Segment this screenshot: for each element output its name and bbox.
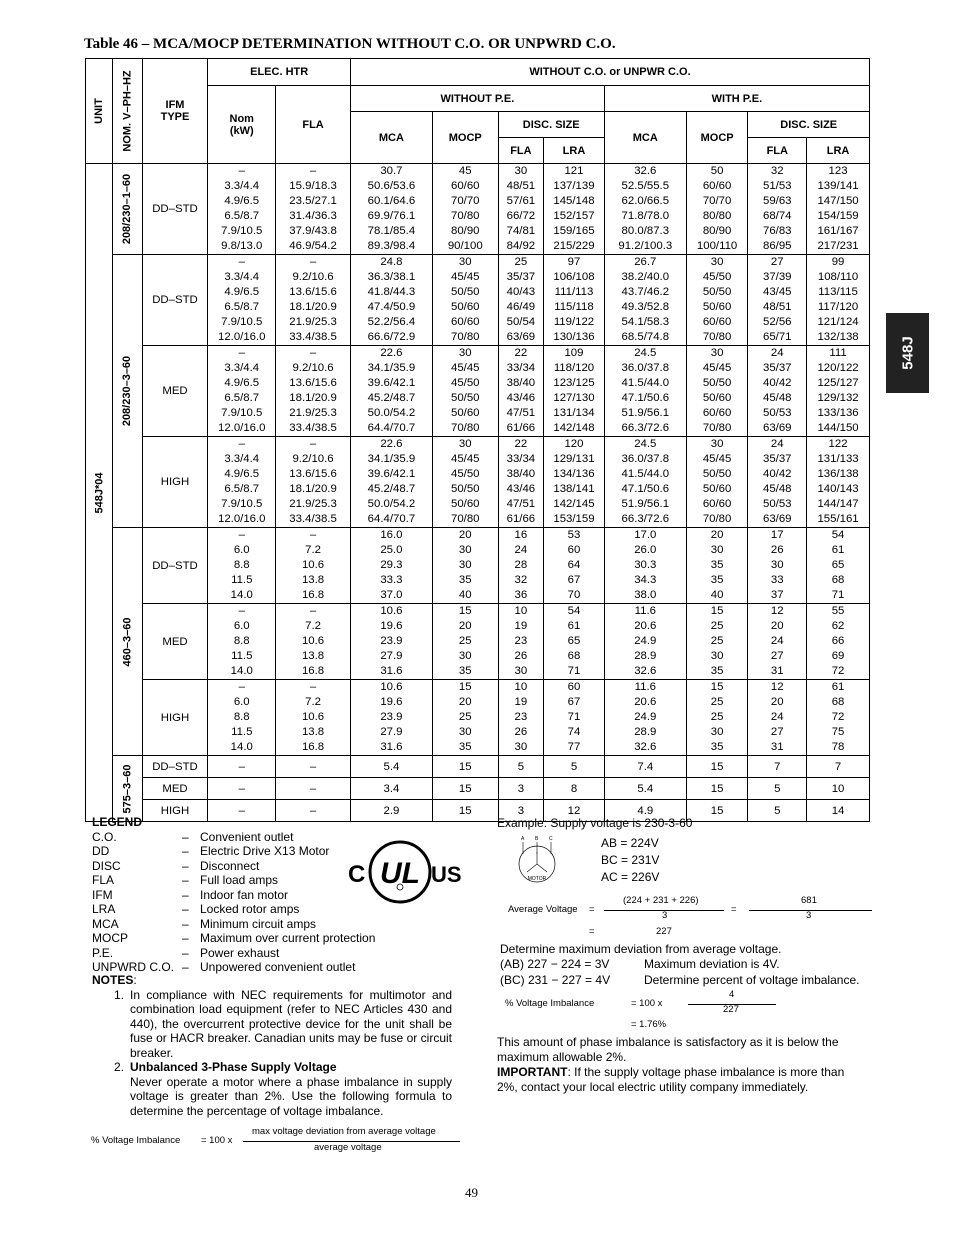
data-cell: 15 20 25 30 35 <box>432 680 498 756</box>
legend-item: UNPWRD C.O. – Unpowered convenient outlet <box>92 960 356 974</box>
legend-item: C.O. – Convenient outlet <box>92 829 294 844</box>
table-row <box>86 778 870 800</box>
data-cell: 123 139/141 147/150 154/159 161/167 217/231 <box>807 164 870 255</box>
data-cell: 8 <box>544 778 605 800</box>
table-row <box>86 164 870 255</box>
svg-text:C: C <box>549 836 553 842</box>
voltage-cell: 575–3–60 <box>113 756 142 822</box>
determine-percent: Determine percent of voltage imbalance. <box>644 973 860 987</box>
voltage-ac: AC = 226V <box>601 870 660 884</box>
data-cell: – 7.2 10.6 13.8 16.8 <box>276 680 351 756</box>
data-cell: 24.8 36.3/38.1 41.8/44.3 47.4/50.9 52.2/56.4 66.6/72.9 <box>350 255 432 346</box>
data-cell: 7.4 <box>604 756 686 778</box>
deviation-ab: (AB) 227 − 224 = 3V <box>500 957 610 971</box>
data-cell: 17.0 26.0 30.3 34.3 38.0 <box>604 528 686 604</box>
ifm-type-cell: HIGH <box>142 680 208 756</box>
data-cell: 27 37/39 43/45 48/51 52/56 65/71 <box>748 255 807 346</box>
data-cell: 30.7 50.6/53.6 60.1/64.6 69.9/76.1 78.1/85.4 89.3/98.4 <box>350 164 432 255</box>
data-cell: 121 137/139 145/148 152/157 159/165 215/229 <box>544 164 605 255</box>
data-cell: – 6.0 8.8 11.5 14.0 <box>208 528 276 604</box>
data-cell: – 7.2 10.6 13.8 16.8 <box>276 604 351 680</box>
data-cell: 22.6 34.1/35.9 39.6/42.1 45.2/48.7 50.0/54.2 64.4/70.7 <box>350 437 432 528</box>
table-title: Table 46 – MCA/MOCP DETERMINATION WITHOUT C.O. OR UNPWRD C.O. <box>84 36 616 52</box>
data-cell: 12 20 24 27 31 <box>748 680 807 756</box>
example-heading: Example: Supply voltage is 230-3-60 <box>497 816 693 830</box>
voltage-bc: BC = 231V <box>601 853 660 867</box>
legend-item: LRA – Locked rotor amps <box>92 902 300 916</box>
data-cell: 10 19 23 26 30 <box>498 604 544 680</box>
data-cell: 15 20 25 30 35 <box>432 604 498 680</box>
unit-cell: 548J*04 <box>86 164 113 822</box>
ifm-type-cell: HIGH <box>142 800 208 822</box>
data-cell: 22 33/34 38/40 43/46 47/51 61/66 <box>498 437 544 528</box>
data-cell: 30 45/45 45/50 50/50 50/60 70/80 <box>432 346 498 437</box>
data-cell: – <box>208 756 276 778</box>
data-cell: 10.6 19.6 23.9 27.9 31.6 <box>350 604 432 680</box>
data-cell: 24.5 36.0/37.8 41.5/44.0 47.1/50.6 51.9/56.1 66.3/72.6 <box>604 346 686 437</box>
data-cell: – 3.3/4.4 4.9/6.5 6.5/8.7 7.9/10.5 12.0/16.0 <box>208 255 276 346</box>
formula-factor: = 100 x <box>201 1135 233 1146</box>
data-cell: 3.4 <box>350 778 432 800</box>
data-cell: 32.6 52.5/55.5 62.0/66.5 71.8/78.0 80.0/87.3 91.2/100.3 <box>604 164 686 255</box>
legend <box>92 815 375 975</box>
ifm-type-cell: MED <box>142 604 208 680</box>
data-cell: – <box>208 778 276 800</box>
imbalance-label: % Voltage Imbalance <box>505 998 595 1009</box>
data-cell: 3 <box>498 778 544 800</box>
max-deviation: Maximum deviation is 4V. <box>644 957 780 971</box>
data-cell: 5 <box>498 756 544 778</box>
data-cell: 30 45/50 50/50 50/60 60/60 70/80 <box>686 255 748 346</box>
data-cell: 109 118/120 123/125 127/130 131/134 142/148 <box>544 346 605 437</box>
data-cell: 10 19 23 26 30 <box>498 680 544 756</box>
data-cell: 15 <box>432 756 498 778</box>
voltage-ab: AB = 224V <box>601 836 659 850</box>
header-disc-lra-pe: LRA <box>807 138 870 164</box>
imbalance-result: = 1.76% <box>631 1019 667 1030</box>
data-cell: 45 60/60 70/70 70/80 80/90 90/100 <box>432 164 498 255</box>
svg-text:B: B <box>535 836 539 842</box>
important-note: IMPORTANT: If the supply voltage phase imbalance is more than 2%, contact your local electric utility company immediately. <box>497 1065 845 1094</box>
note-2: 2. Unbalanced 3-Phase Supply Voltage Never operate a motor where a phase imbalance in supply voltage is greater than 2%. Use the following formula to determine the percentage of voltage imbalance. <box>113 1060 452 1118</box>
data-cell: 30 45/45 50/50 50/60 60/60 70/80 <box>686 437 748 528</box>
legend-item: MOCP – Maximum over current protection <box>92 931 376 945</box>
deviation-bc: (BC) 231 − 227 = 4V <box>500 973 611 987</box>
table-row <box>86 528 870 604</box>
legend-item: IFM – Indoor fan motor <box>92 887 289 902</box>
data-cell: 5 <box>748 800 807 822</box>
avg-denominator: 3 <box>662 910 668 921</box>
formula-numerator: max voltage deviation from average voltage <box>252 1126 436 1137</box>
data-cell: – 6.0 8.8 11.5 14.0 <box>208 680 276 756</box>
data-cell: 7 <box>748 756 807 778</box>
data-cell: 12 <box>544 800 605 822</box>
header-disc-size: DISC. SIZE <box>498 112 604 138</box>
ifm-type-cell: DD–STD <box>142 756 208 778</box>
avg-numerator: (224 + 231 + 226) <box>623 895 699 906</box>
table-row <box>86 255 870 346</box>
page-number: 49 <box>465 1185 478 1200</box>
data-cell: 15 <box>432 778 498 800</box>
data-cell: 30 48/51 57/61 66/72 74/81 84/92 <box>498 164 544 255</box>
table-row <box>86 346 870 437</box>
data-cell: 120 129/131 134/136 138/141 142/145 153/159 <box>544 437 605 528</box>
legend-item: P.E. – Power exhaust <box>92 945 280 960</box>
ifm-type-cell: MED <box>142 346 208 437</box>
data-cell: 11.6 20.6 24.9 28.9 32.6 <box>604 604 686 680</box>
data-cell: 30 45/45 45/50 50/50 50/60 70/80 <box>432 437 498 528</box>
avg-numerator-2: 681 <box>801 895 817 906</box>
formula-label: % Voltage Imbalance <box>91 1135 181 1146</box>
header-unit: UNIT <box>86 59 113 164</box>
data-cell: – 9.2/10.6 13.6/15.6 18.1/20.9 21.9/25.3 33.4/38.5 <box>276 255 351 346</box>
legend-heading: LEGEND <box>92 815 143 829</box>
data-cell: 22.6 34.1/35.9 39.6/42.1 45.2/48.7 50.0/54.2 64.4/70.7 <box>350 346 432 437</box>
avg-voltage-label: Average Voltage <box>508 904 578 915</box>
data-cell: – <box>276 778 351 800</box>
data-cell: 16 24 28 32 36 <box>498 528 544 604</box>
data-cell: – 9.2/10.6 13.6/15.6 18.1/20.9 21.9/25.3 33.4/38.5 <box>276 346 351 437</box>
notes-heading: NOTES <box>92 973 134 987</box>
data-cell: 54 61 65 68 71 <box>544 604 605 680</box>
legend-item: DISC – Disconnect <box>92 858 260 873</box>
ul-c: C <box>348 861 366 888</box>
data-cell: 25 35/37 40/43 46/49 50/54 63/69 <box>498 255 544 346</box>
data-cell: 15 <box>432 800 498 822</box>
notes: NOTES: 1. In compliance with NEC requirements for multimotor and combination load equipment (refer to NEC Articles 430 and 440), the overcurrent protective device for the unit shall be fuse or HACR breaker. Canadian units may be fuse or circuit breaker. 2. Unbalanced 3-Phase Supply Voltage Never operate a motor where a phase imbalance in supply voltage is greater than 2%. Use the following formula to determine the percentage of voltage imbalance. <box>92 973 452 1118</box>
legend-item: DD – Electric Drive X13 Motor <box>92 844 330 858</box>
data-cell: – 9.2/10.6 13.6/15.6 18.1/20.9 21.9/25.3 33.4/38.5 <box>276 437 351 528</box>
table-row <box>86 604 870 680</box>
ifm-type-cell: MED <box>142 778 208 800</box>
data-cell: 24.5 36.0/37.8 41.5/44.0 47.1/50.6 51.9/56.1 66.3/72.6 <box>604 437 686 528</box>
svg-text:MOTOR: MOTOR <box>527 876 547 882</box>
avg-denominator-2: 3 <box>806 910 812 921</box>
imbalance-denominator: 227 <box>723 1004 739 1015</box>
header-disc-lra: LRA <box>544 138 605 164</box>
data-cell: 2.9 <box>350 800 432 822</box>
data-cell: 10 <box>807 778 870 800</box>
data-cell: 3 <box>498 800 544 822</box>
data-cell: 50 60/60 70/70 80/80 80/90 100/110 <box>686 164 748 255</box>
data-cell: 12 20 24 27 31 <box>748 604 807 680</box>
data-cell: 20 30 30 35 40 <box>432 528 498 604</box>
imbalance-factor: = 100 x <box>631 998 663 1009</box>
data-cell: – 15.9/18.3 23.5/27.1 31.4/36.3 37.9/43.8 46.9/54.2 <box>276 164 351 255</box>
ul-us: US <box>431 862 462 887</box>
formula-denominator: average voltage <box>314 1142 382 1153</box>
header-mocp-pe: MOCP <box>686 112 748 164</box>
data-cell: 111 120/122 125/127 129/132 133/136 144/150 <box>807 346 870 437</box>
data-cell: – 3.3/4.4 4.9/6.5 6.5/8.7 7.9/10.5 12.0/16.0 <box>208 346 276 437</box>
header-mocp: MOCP <box>432 112 498 164</box>
legend-item: FLA – Full load amps <box>92 873 279 887</box>
data-cell: 15 <box>686 800 748 822</box>
data-cell: 20 30 35 35 40 <box>686 528 748 604</box>
data-cell: 4.9 <box>604 800 686 822</box>
motor-diagram <box>513 832 563 887</box>
data-cell: – 3.3/4.4 4.9/6.5 6.5/8.7 7.9/10.5 12.0/16.0 <box>208 437 276 528</box>
data-cell: 15 <box>686 756 748 778</box>
header-disc-fla-pe: FLA <box>748 138 807 164</box>
data-cell: 5.4 <box>350 756 432 778</box>
header-disc-size-pe: DISC. SIZE <box>748 112 870 138</box>
ifm-type-cell: HIGH <box>142 437 208 528</box>
header-voltage: NOM. V–PH–HZ <box>113 59 142 164</box>
ifm-type-cell: DD–STD <box>142 164 208 255</box>
header-fla: FLA <box>276 86 351 164</box>
note-1: 1. In compliance with NEC requirements for multimotor and combination load equipment (refer to NEC Articles 430 and 440), the overcurrent protective device for the unit shall be fuse or HACR breaker. Canadian units may be fuse or circuit breaker. <box>113 987 452 1060</box>
header-elec-htr: ELEC. HTR <box>208 59 351 86</box>
header-mca: MCA <box>350 112 432 164</box>
table-row <box>86 437 870 528</box>
table-row <box>86 756 870 778</box>
data-cell: 15 25 25 30 35 <box>686 680 748 756</box>
ul-listing-mark <box>345 832 462 912</box>
data-cell: 61 68 72 75 78 <box>807 680 870 756</box>
side-tab: 548J <box>886 313 929 393</box>
data-cell: 32 51/53 59/63 68/74 76/83 86/95 <box>748 164 807 255</box>
mca-mocp-table <box>85 58 870 822</box>
data-cell: 15 <box>686 778 748 800</box>
data-cell: – 3.3/4.4 4.9/6.5 6.5/8.7 7.9/10.5 9.8/13.0 <box>208 164 276 255</box>
data-cell: 24 35/37 40/42 45/48 50/53 63/69 <box>748 437 807 528</box>
data-cell: 24 35/37 40/42 45/48 50/53 63/69 <box>748 346 807 437</box>
data-cell: 10.6 19.6 23.9 27.9 31.6 <box>350 680 432 756</box>
data-cell: 15 25 25 30 35 <box>686 604 748 680</box>
header-nom: Nom (kW) <box>208 86 276 164</box>
data-cell: 54 61 65 68 71 <box>807 528 870 604</box>
header-with-pe: WITH P.E. <box>604 86 869 112</box>
data-cell: – 6.0 8.8 11.5 14.0 <box>208 604 276 680</box>
ifm-type-cell: DD–STD <box>142 255 208 346</box>
data-cell: 5 <box>748 778 807 800</box>
data-cell: – 7.2 10.6 13.8 16.8 <box>276 528 351 604</box>
voltage-cell: 208/230–3–60 <box>113 255 142 528</box>
header-mca-pe: MCA <box>604 112 686 164</box>
header-without-pe: WITHOUT P.E. <box>350 86 604 112</box>
data-cell: 11.6 20.6 24.9 28.9 32.6 <box>604 680 686 756</box>
ul-logo-text: UL <box>380 857 420 890</box>
voltage-cell: 208/230–1–60 <box>113 164 142 255</box>
data-cell: 53 60 64 67 70 <box>544 528 605 604</box>
data-cell: 7 <box>807 756 870 778</box>
ifm-type-cell: DD–STD <box>142 528 208 604</box>
svg-text:A: A <box>521 836 525 842</box>
data-cell: 30 45/45 50/50 50/60 60/60 70/80 <box>686 346 748 437</box>
data-cell: 22 33/34 38/40 43/46 47/51 61/66 <box>498 346 544 437</box>
data-cell: – <box>208 800 276 822</box>
data-cell: 17 26 30 33 37 <box>748 528 807 604</box>
header-ifm: IFM TYPE <box>142 59 208 164</box>
imbalance-numerator: 4 <box>729 989 735 1000</box>
data-cell: 99 108/110 113/115 117/120 121/124 132/138 <box>807 255 870 346</box>
data-cell: – <box>276 756 351 778</box>
data-cell: 97 106/108 111/113 115/118 119/122 130/136 <box>544 255 605 346</box>
data-cell: 5 <box>544 756 605 778</box>
header-without-co: WITHOUT C.O. or UNPWR C.O. <box>350 59 869 86</box>
conclusion: This amount of phase imbalance is satisfactory as it is below the maximum allowable 2%. <box>497 1035 839 1064</box>
data-cell: 60 67 71 74 77 <box>544 680 605 756</box>
avg-result: 227 <box>656 926 672 937</box>
data-cell: – <box>276 800 351 822</box>
data-cell: 16.0 25.0 29.3 33.3 37.0 <box>350 528 432 604</box>
voltage-cell: 460–3–60 <box>113 528 142 756</box>
data-cell: 55 62 66 69 72 <box>807 604 870 680</box>
data-cell: 14 <box>807 800 870 822</box>
data-cell: 30 45/45 50/50 50/60 60/60 70/80 <box>432 255 498 346</box>
data-cell: 26.7 38.2/40.0 43.7/46.2 49.3/52.8 54.1/58.3 68.5/74.8 <box>604 255 686 346</box>
data-cell: 5.4 <box>604 778 686 800</box>
header-disc-fla: FLA <box>498 138 544 164</box>
legend-item: MCA – Minimum circuit amps <box>92 916 317 931</box>
data-cell: 122 131/133 136/138 140/143 144/147 155/161 <box>807 437 870 528</box>
deviation-text: Determine maximum deviation from average voltage. <box>500 942 782 956</box>
table-row <box>86 680 870 756</box>
